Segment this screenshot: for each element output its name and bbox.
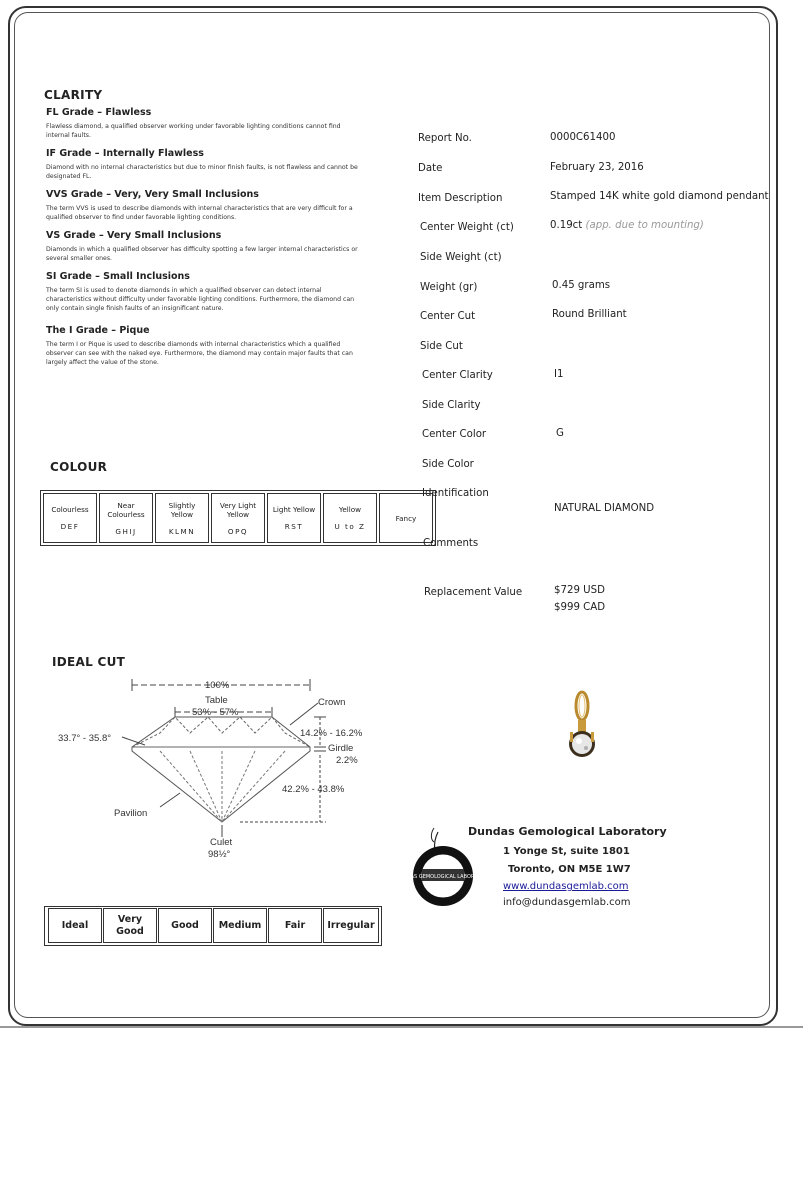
seal-text: DUNDAS GEMOLOGICAL LABORATORY <box>395 874 491 880</box>
grade-description: The term SI is used to denote diamonds in which a qualified observer can detect internal characteristics without difficulty under favorable lighting conditions. Furthermore, the diamond can only contain single finish faults of an insignificant nature. <box>46 287 355 312</box>
pendant-photo <box>560 688 605 773</box>
colour-name: Yellow <box>338 505 362 514</box>
cut-grade-fair: Fair <box>268 908 322 943</box>
side-weight-label: Side Weight (ct) <box>420 252 502 263</box>
cut-grade-very-good: Very Good <box>103 908 157 943</box>
center-weight-note: (app. due to mounting) <box>585 220 704 231</box>
culet-label: Culet <box>210 837 233 848</box>
colour-cell-light-yellow <box>267 493 321 543</box>
lab-email[interactable]: info@dundasgemlab.com <box>503 897 631 908</box>
colour-cell-very-light-yellow <box>211 493 265 543</box>
side-cut-label: Side Cut <box>420 341 463 352</box>
colour-name: Near Colourless <box>107 500 145 519</box>
center-clarity-label: Center Clarity <box>422 370 493 381</box>
colour-name: Colourless <box>51 505 89 514</box>
side-color-label: Side Color <box>422 459 474 470</box>
colour-name: Light Yellow <box>272 505 316 514</box>
table-pct-label: 53% - 57% <box>192 707 239 718</box>
date-label: Date <box>418 163 443 174</box>
crown-angle-label: 33.7° - 35.8° <box>58 733 112 744</box>
colour-letters: U to Z <box>334 522 366 531</box>
clarity-grade-if <box>46 148 366 189</box>
clarity-grade-list <box>46 107 366 367</box>
table-label: Table <box>205 695 228 706</box>
grade-description: Diamonds in which a qualified observer has difficulty spotting a few larger internal characteristics or several smaller ones. <box>46 246 358 262</box>
clarity-grade-vvs <box>46 189 366 230</box>
weight-gr-value: 0.45 grams <box>552 280 611 291</box>
comments-label: Comments <box>423 538 479 549</box>
ideal-cut-heading: IDEAL CUT <box>52 655 126 669</box>
grade-title: The I Grade – Pique <box>46 325 150 336</box>
replacement-value-label: Replacement Value <box>424 587 523 598</box>
clarity-grade-fl <box>46 107 366 148</box>
replacement-value-cad: $999 CAD <box>554 602 606 613</box>
cut-grade-medium: Medium <box>213 908 267 943</box>
center-cut-value: Round Brilliant <box>552 309 627 320</box>
colour-letters: RST <box>284 522 304 531</box>
side-clarity-label: Side Clarity <box>422 400 481 411</box>
center-weight-label: Center Weight (ct) <box>420 222 514 233</box>
colour-letters: KLMN <box>168 526 196 536</box>
colour-cell-yellow <box>323 493 377 543</box>
clarity-grade-i <box>46 325 366 367</box>
girdle-pct-label: 2.2% <box>336 755 358 766</box>
center-color-value: G <box>556 428 564 439</box>
grade-description: The term I or Pique is used to describe diamonds with internal characteristics which a qualified observer can see with the naked eye. Furthermore, the diamond may contain major faults that can largely affect the value of the stone. <box>46 341 353 366</box>
colour-letters: DEF <box>60 522 80 531</box>
identification-label: Identification <box>422 488 489 499</box>
center-cut-label: Center Cut <box>420 311 476 322</box>
clarity-grade-si <box>46 271 366 325</box>
crown-pct-label: 14.2% - 16.2% <box>300 728 363 739</box>
colour-heading: COLOUR <box>50 460 108 474</box>
colour-letters: GHIJ <box>115 526 137 536</box>
report-no-value: 0000C61400 <box>550 132 616 143</box>
colour-cell-colourless <box>43 493 97 543</box>
center-color-label: Center Color <box>422 429 487 440</box>
grade-title: FL Grade – Flawless <box>46 107 152 118</box>
cut-grade-ideal: Ideal <box>48 908 102 943</box>
pavilion-label: Pavilion <box>114 808 148 819</box>
girdle-label: Girdle <box>328 743 354 754</box>
replacement-value-usd: $729 USD <box>554 585 605 596</box>
item-description-label: Item Description <box>418 193 503 204</box>
grade-title: IF Grade – Internally Flawless <box>46 148 204 159</box>
colour-cell-slightly-yellow <box>155 493 209 543</box>
clarity-grade-vs <box>46 230 366 271</box>
grade-title: SI Grade – Small Inclusions <box>46 271 190 282</box>
colour-scale-table <box>40 490 436 546</box>
colour-cell-near-colourless <box>99 493 153 543</box>
colour-name: Fancy <box>395 513 417 523</box>
colour-name: Slightly Yellow <box>168 500 196 519</box>
lab-address-line1: 1 Yonge St, suite 1801 <box>503 846 630 857</box>
lab-name: Dundas Gemological Laboratory <box>468 825 667 838</box>
grade-description: Flawless diamond, a qualified observer working under favorable lighting conditions cannot find internal faults. <box>46 123 341 139</box>
colour-cell-fancy <box>379 493 433 543</box>
culet-value-label: 98½° <box>208 849 231 860</box>
identification-value: NATURAL DIAMOND <box>554 503 655 514</box>
cut-grade-good: Good <box>158 908 212 943</box>
diamond-proportion-diagram <box>50 675 380 865</box>
grade-title: VS Grade – Very Small Inclusions <box>46 230 222 241</box>
center-weight-value <box>550 220 704 231</box>
grade-title: VVS Grade – Very, Very Small Inclusions <box>46 189 259 200</box>
cut-grade-irregular: Irregular <box>323 908 379 943</box>
lab-website-link[interactable]: www.dundasgemlab.com <box>503 881 629 892</box>
total-width-label: 100% <box>205 680 230 691</box>
grade-description: Diamond with no internal characteristics but due to minor finish faults, is not flawless and cannot be designated FL. <box>46 164 358 180</box>
weight-gr-label: Weight (gr) <box>420 282 478 293</box>
lab-address-line2: Toronto, ON M5E 1W7 <box>508 864 631 875</box>
clarity-heading: CLARITY <box>44 88 103 102</box>
colour-name: Very Light Yellow <box>219 500 257 519</box>
page-edge <box>0 1026 803 1028</box>
center-weight-amount: 0.19ct <box>550 220 583 231</box>
center-clarity-value: I1 <box>554 369 564 380</box>
grade-description: The term VVS is used to describe diamonds with internal characteristics that are very difficult for a qualified observer to find under favorable lighting conditions. <box>46 205 353 221</box>
report-no-label: Report No. <box>418 133 472 144</box>
colour-letters: OPQ <box>227 526 249 536</box>
item-description-value: Stamped 14K white gold diamond pendant <box>550 191 769 202</box>
crown-label: Crown <box>318 697 346 708</box>
date-value: February 23, 2016 <box>550 162 644 173</box>
pavilion-pct-label: 42.2% - 43.8% <box>282 784 345 795</box>
